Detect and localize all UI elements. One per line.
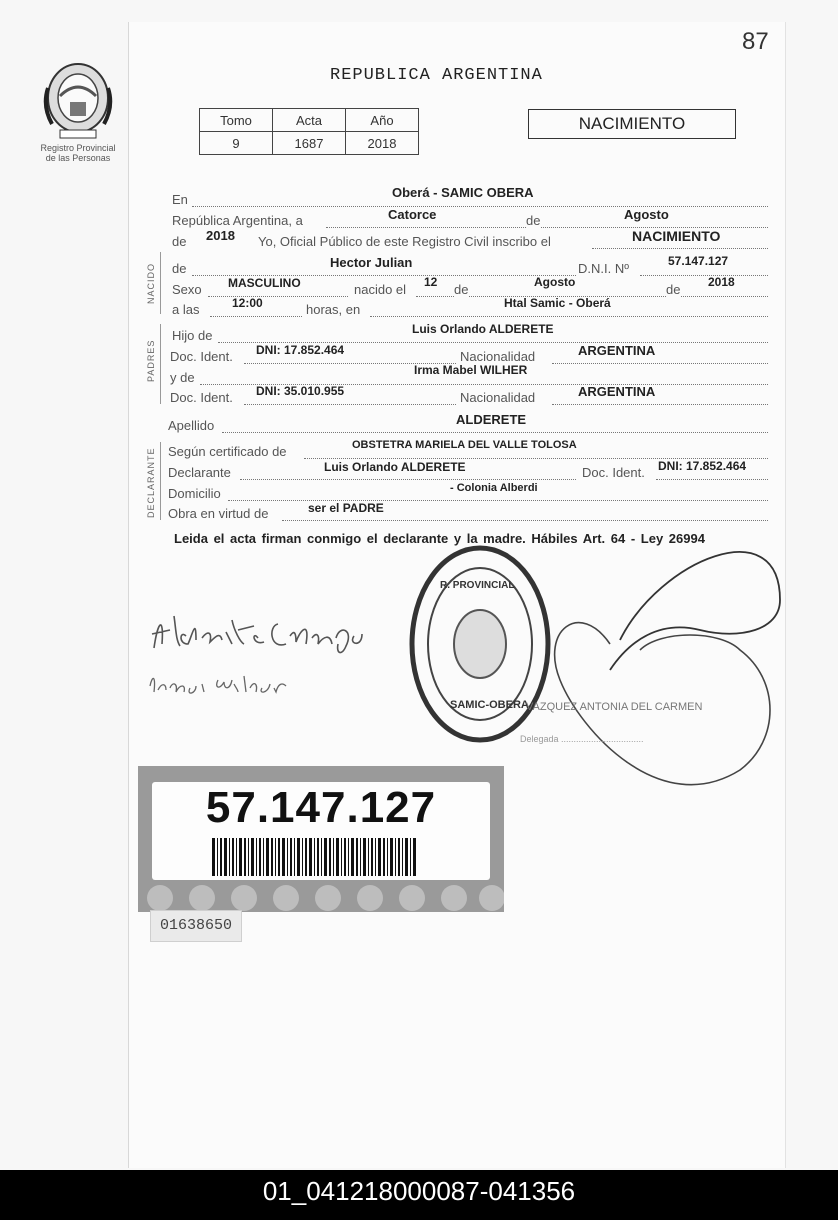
label-de-anio-nac: de — [666, 282, 681, 297]
field-nac-mes: Agosto — [534, 275, 576, 289]
dotted-line — [210, 315, 302, 317]
section-bracket-nacido — [160, 252, 165, 314]
field-lugar-nac: Htal Samic - Oberá — [504, 296, 611, 310]
field-tipo: NACIMIENTO — [632, 228, 721, 244]
label-a-las: a las — [172, 302, 200, 317]
svg-text:VAZQUEZ ANTONIA DEL CARMEN: VAZQUEZ ANTONIA DEL CARMEN — [526, 701, 703, 713]
section-label-padres: PADRES — [146, 339, 156, 382]
dotted-line — [592, 247, 768, 249]
label-horas-en: horas, en — [306, 302, 361, 317]
label-dni: D.N.I. Nº — [578, 261, 629, 276]
value-anio: 2018 — [346, 132, 419, 155]
document-title: REPUBLICA ARGENTINA — [330, 66, 543, 85]
record-type-box: NACIMIENTO — [528, 109, 736, 139]
label-en: En — [172, 192, 188, 207]
field-nombre: Hector Julian — [330, 255, 413, 270]
label-de: de — [526, 213, 541, 228]
field-apellido: ALDERETE — [456, 412, 527, 427]
label-segun: Según certificado de — [168, 444, 287, 459]
province-seal-logo — [40, 58, 116, 142]
field-declarante-doc: DNI: 17.852.464 — [658, 459, 747, 473]
field-madre-doc: DNI: 35.010.955 — [256, 384, 345, 398]
header-acta: Acta — [273, 109, 346, 132]
label-de-mes: de — [454, 282, 469, 297]
dotted-line — [222, 431, 768, 433]
field-madre: Irma Mabel WILHER — [414, 363, 528, 377]
label-domicilio: Domicilio — [168, 486, 221, 501]
field-certificado: OBSTETRA MARIELA DEL VALLE TOLOSA — [352, 439, 577, 451]
field-madre-nac: ARGENTINA — [578, 384, 656, 399]
field-padre-doc: DNI: 17.852.464 — [256, 343, 345, 357]
field-padre-nac: ARGENTINA — [578, 343, 656, 358]
label-de-nombre: de — [172, 261, 187, 276]
dotted-line — [640, 274, 768, 276]
field-padre: Luis Orlando ALDERETE — [412, 322, 554, 336]
label-de-anio: de — [172, 234, 187, 249]
page-number: 87 — [742, 28, 769, 55]
closing-statement: Leida el acta firman conmigo el declarante y la madre. Hábiles Art. 64 - Ley 26994 — [174, 531, 705, 546]
field-declarante: Luis Orlando ALDERETE — [324, 460, 466, 474]
barcode — [212, 838, 416, 876]
field-obra: ser el PADRE — [308, 501, 384, 515]
field-anio: 2018 — [206, 228, 235, 243]
dotted-line — [370, 315, 768, 317]
svg-text:Delegada .....................: Delegada ................................. — [520, 734, 644, 744]
label-nac-padre: Nacionalidad — [460, 349, 536, 364]
svg-text:SAMIC-OBERA: SAMIC-OBERA — [450, 699, 529, 711]
section-label-declarante: DECLARANTE — [146, 447, 156, 518]
label-nac-madre: Nacionalidad — [460, 390, 536, 405]
field-dia-letras: Catorce — [388, 207, 437, 222]
field-nac-dia: 12 — [424, 275, 438, 289]
serial-number: 01638650 — [150, 910, 242, 942]
value-tomo: 9 — [200, 132, 273, 155]
label-declarante: Declarante — [168, 465, 231, 480]
dotted-line — [552, 362, 768, 364]
logo-caption: Registro Provincial de las Personas — [40, 143, 116, 163]
label-apellido: Apellido — [168, 418, 215, 433]
label-obra: Obra en virtud de — [168, 506, 269, 521]
label-doc-madre: Doc. Ident. — [170, 390, 233, 405]
scan-filename: 01_041218000087-041356 — [0, 1170, 838, 1220]
header-anio: Año — [346, 109, 419, 132]
value-acta: 1687 — [273, 132, 346, 155]
dotted-line — [552, 403, 768, 405]
dotted-line — [244, 403, 456, 405]
dotted-line — [208, 295, 348, 297]
record-table — [199, 108, 419, 155]
label-nacido-el: nacido el — [354, 282, 407, 297]
field-domicilio: - Colonia Alberdi — [450, 482, 538, 494]
label-oficial: Yo, Oficial Público de este Registro Civil inscribo el — [258, 234, 551, 249]
label-hijo-de: Hijo de — [172, 328, 213, 343]
field-hora: 12:00 — [232, 296, 263, 310]
section-bracket-padres — [160, 324, 165, 404]
sticker-number: 57.147.127 — [205, 783, 437, 832]
label-sexo: Sexo — [172, 282, 202, 297]
label-republica: República Argentina, a — [172, 213, 303, 228]
sticker-pattern — [138, 876, 504, 912]
field-sexo: MASCULINO — [228, 276, 301, 290]
dotted-line — [656, 478, 768, 480]
field-lugar: Oberá - SAMIC OBERA — [392, 185, 534, 200]
label-y-de: y de — [170, 370, 195, 385]
svg-text:R. PROVINCIAL: R. PROVINCIAL — [440, 580, 515, 591]
dotted-line — [240, 478, 576, 480]
field-dni: 57.147.127 — [668, 254, 729, 268]
section-bracket-declarante — [160, 442, 165, 520]
header-tomo: Tomo — [200, 109, 273, 132]
label-doc-declarante: Doc. Ident. — [582, 465, 645, 480]
dotted-line — [192, 205, 768, 207]
field-nac-anio: 2018 — [708, 275, 735, 289]
field-mes: Agosto — [624, 207, 669, 222]
label-doc-padre: Doc. Ident. — [170, 349, 233, 364]
section-label-nacido: NACIDO — [146, 262, 156, 304]
